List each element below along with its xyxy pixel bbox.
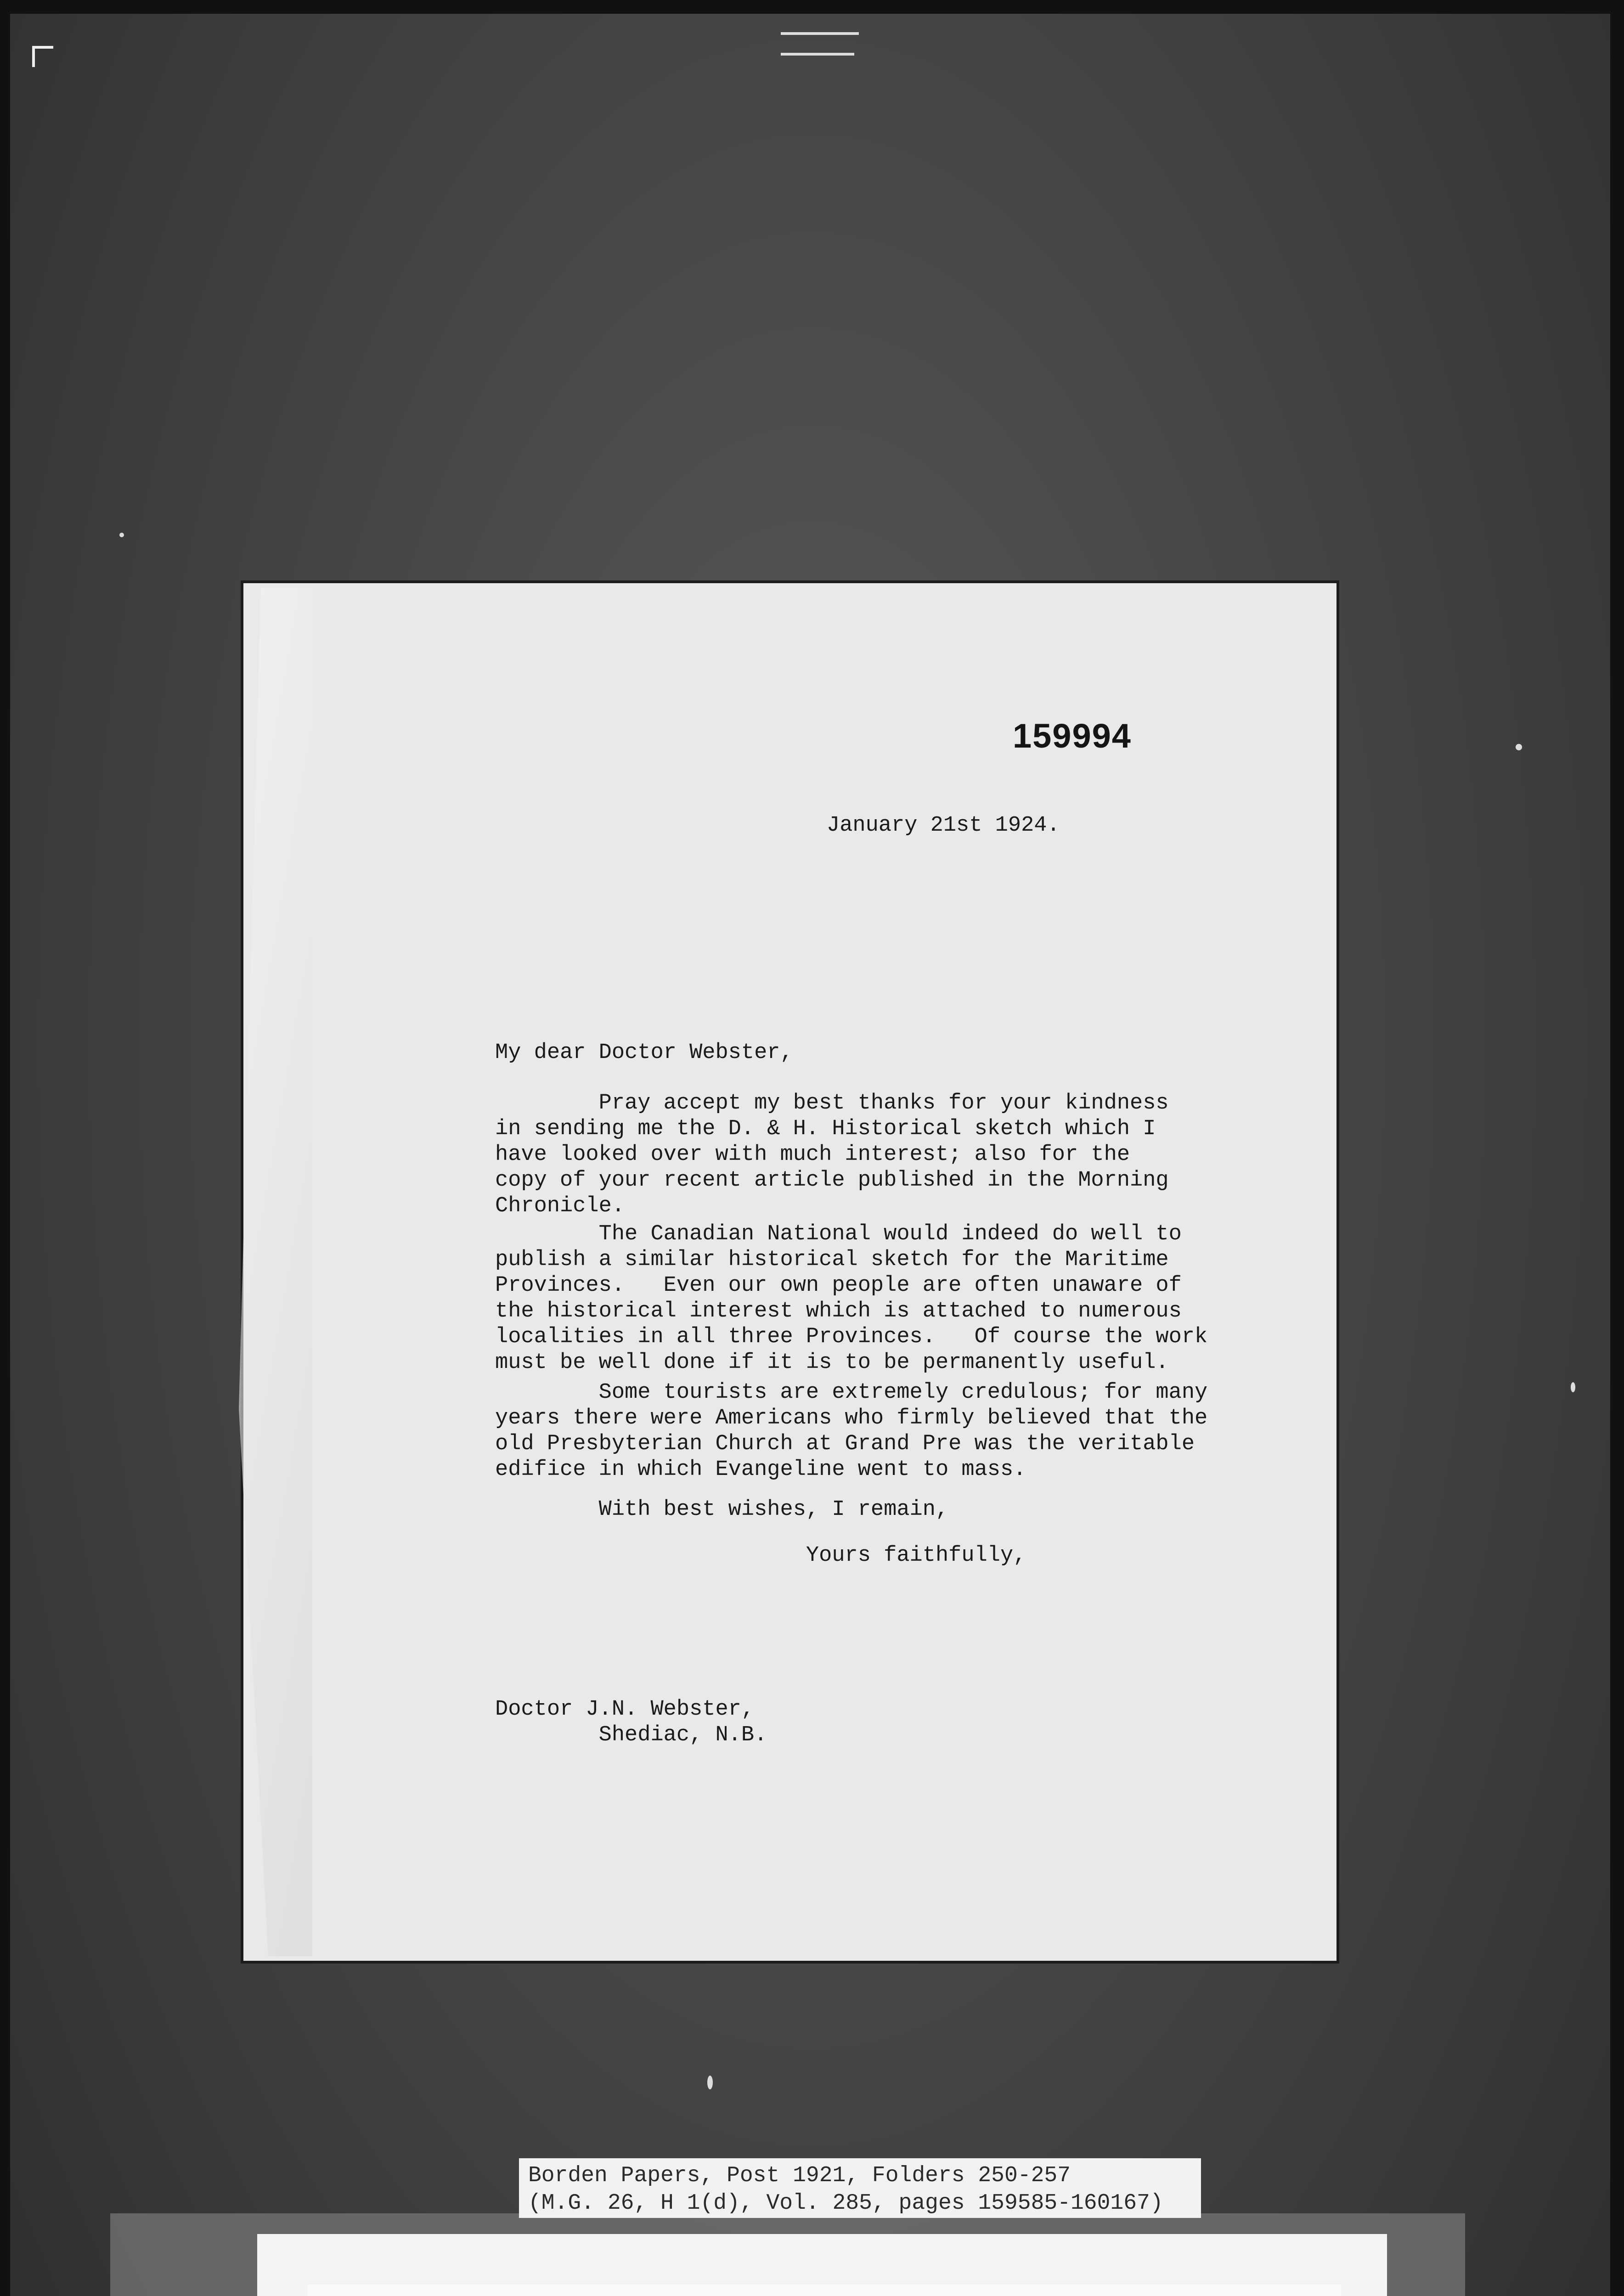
letter-addressee: Doctor J.N. Webster, Shediac, N.B. (495, 1697, 767, 1747)
film-speck (1516, 744, 1522, 750)
letter-closing-wishes: With best wishes, I remain, (495, 1497, 949, 1522)
letter-closing-signoff: Yours faithfully, (495, 1543, 1026, 1568)
archive-plate-inner (308, 2285, 1341, 2296)
film-edge-top (0, 0, 1624, 14)
reference-label-line-2: (M.G. 26, H 1(d), Vol. 285, pages 159585-160167) (528, 2191, 1163, 2216)
frame-mark (781, 32, 859, 35)
document-stamp-number: 159994 (1013, 717, 1132, 755)
archive-plate (257, 2234, 1387, 2296)
film-speck (119, 533, 124, 537)
letter-salutation: My dear Doctor Webster, (495, 1041, 793, 1065)
reference-label (519, 2158, 1201, 2218)
film-edge-right (1610, 0, 1624, 2296)
frame-mark (781, 53, 854, 56)
letter-paragraph-1: Pray accept my best thanks for your kindness in sending me the D. & H. Historical sketch which I have looked over with much interest; also for the copy of your recent article published in the Morning Chronicle. (495, 1091, 1169, 1218)
film-edge-left (0, 0, 10, 2296)
film-speck (707, 2076, 713, 2089)
letter-paragraph-3: Some tourists are extremely credulous; for many years there were Americans who firmly believed that the old Presbyterian Church at Grand Pre was the veritable edifice in which Evangeline went to mass. (495, 1380, 1208, 1482)
film-speck (1571, 1382, 1575, 1392)
reference-label-line-1: Borden Papers, Post 1921, Folders 250-257 (528, 2163, 1071, 2188)
letter-date: January 21st 1924. (827, 813, 1060, 838)
letter-paragraph-2: The Canadian National would indeed do well to publish a similar historical sketch for the Maritime Provinces. Even our own people are often unaware of the historical interest which is attached to numerous localities in all three Provinces. Of course the work must be well done if it is to be permanently useful. (495, 1222, 1208, 1375)
corner-crop-mark (32, 46, 53, 67)
